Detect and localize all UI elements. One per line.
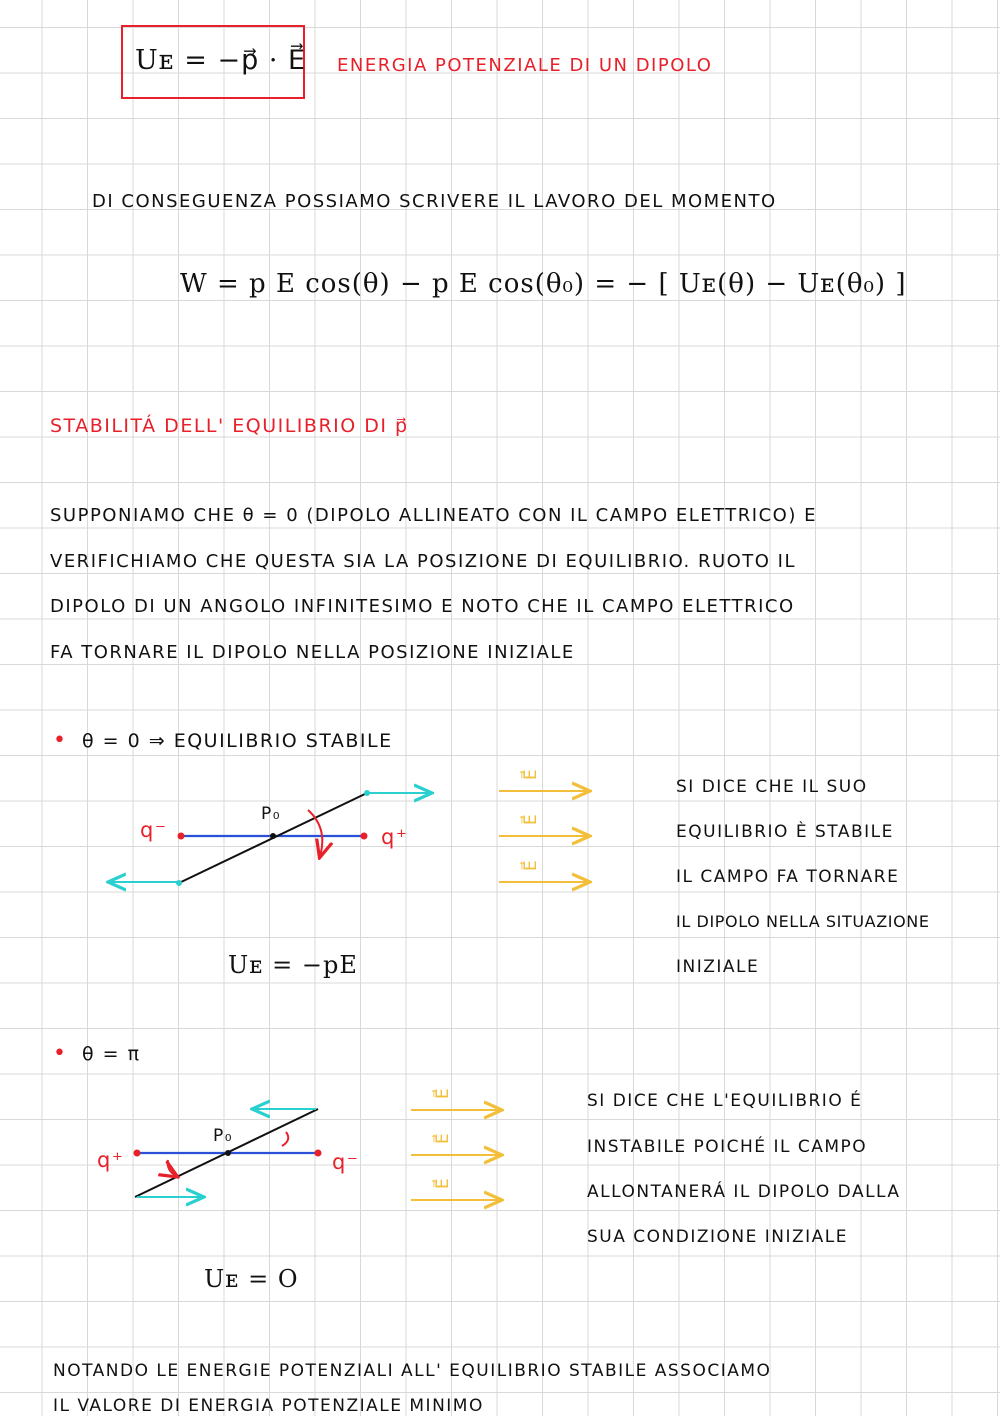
case2-field-label-2: E⃗ [433,1133,453,1144]
case1-bullet: • [53,728,68,753]
potential-energy-formula: Uᴇ = −p⃗ · E⃗ [135,45,307,76]
case1-field-label-1: E⃗ [521,769,541,780]
case1-charge-right [361,833,368,840]
case1-field-label-2: E⃗ [521,814,541,825]
case2-charge-left [134,1150,141,1157]
case1-title: θ = 0 ⇒ EQUILIBRIO STABILE [82,730,393,752]
case2-electric-field [407,1080,517,1210]
case1-rotation-arrow [308,810,322,856]
case2-note-line-1: SI DICE CHE L'EQUILIBRIO É [587,1091,863,1111]
paragraph-line-2: VERIFICHIAMO CHE QUESTA SIA LA POSIZIONE DI EQUILIBRIO. RUOTO IL [50,551,797,572]
paragraph-line-3: DIPOLO DI UN ANGOLO INFINITESIMO E NOTO CHE IL CAMPO ELETTRICO [50,596,795,617]
case1-energy: Uᴇ = −pE [228,951,358,979]
case1-note-line-5: INIZIALE [676,957,760,977]
case2-charge-right [315,1150,322,1157]
case1-q-plus: q⁺ [381,825,409,849]
footer-line-2: IL VALORE DI ENERGIA POTENZIALE MINIMO [53,1396,484,1416]
paragraph-line-4: FA TORNARE IL DIPOLO NELLA POSIZIONE INIZIALE [50,642,575,663]
case1-note-line-3: IL CAMPO FA TORNARE [676,867,900,887]
case1-q-minus: q⁻ [140,818,168,842]
case1-note-line-1: SI DICE CHE IL SUO [676,777,868,797]
case2-rotation-arrow-left [168,1160,176,1176]
case2-note-line-4: SUA CONDIZIONE INIZIALE [587,1227,848,1247]
section-title: STABILITÁ DELL' EQUILIBRIO DI p⃗ [50,415,409,437]
case1-pivot-point [270,833,276,839]
work-formula: W = p E cos(θ) − p E cos(θ₀) = − [ Uᴇ(θ) − Uᴇ(θ₀) ] [180,269,907,299]
case1-charge-left [178,833,185,840]
case2-rotation-arrow-right [282,1132,288,1146]
case2-field-label-3: E⃗ [433,1178,453,1189]
case2-energy: Uᴇ = O [204,1265,299,1293]
case1-field-label-3: E⃗ [521,860,541,871]
paragraph-line-1: SUPPONIAMO CHE θ = 0 (DIPOLO ALLINEATO CON IL CAMPO ELETTRICO) E [50,505,817,526]
case1-note-line-2: EQUILIBRIO È STABILE [676,822,894,842]
case1-electric-field [495,760,605,890]
intro-line: DI CONSEGUENZA POSSIAMO SCRIVERE IL LAVORO DEL MOMENTO [92,191,777,212]
case2-field-label-1: E⃗ [433,1088,453,1099]
footer-line-1: NOTANDO LE ENERGIE POTENZIALI ALL' EQUILIBRIO STABILE ASSOCIAMO [53,1361,772,1381]
case2-note-line-2: INSTABILE POICHÉ IL CAMPO [587,1137,868,1157]
case1-pivot-label: P₀ [261,804,282,824]
case2-pivot-point [225,1150,231,1156]
case2-note-line-3: ALLONTANERÁ IL DIPOLO DALLA [587,1182,901,1202]
formula-caption: ENERGIA POTENZIALE DI UN DIPOLO [337,55,713,76]
case2-q-minus: q⁻ [332,1150,360,1174]
case1-dipole-diagram [100,780,560,900]
case2-bullet: • [53,1041,68,1066]
case2-pivot-label: P₀ [213,1126,234,1146]
case2-title: θ = π [82,1043,141,1065]
case1-note-line-4: IL DIPOLO NELLA SITUAZIONE [676,912,930,931]
case2-q-plus: q⁺ [97,1148,125,1172]
